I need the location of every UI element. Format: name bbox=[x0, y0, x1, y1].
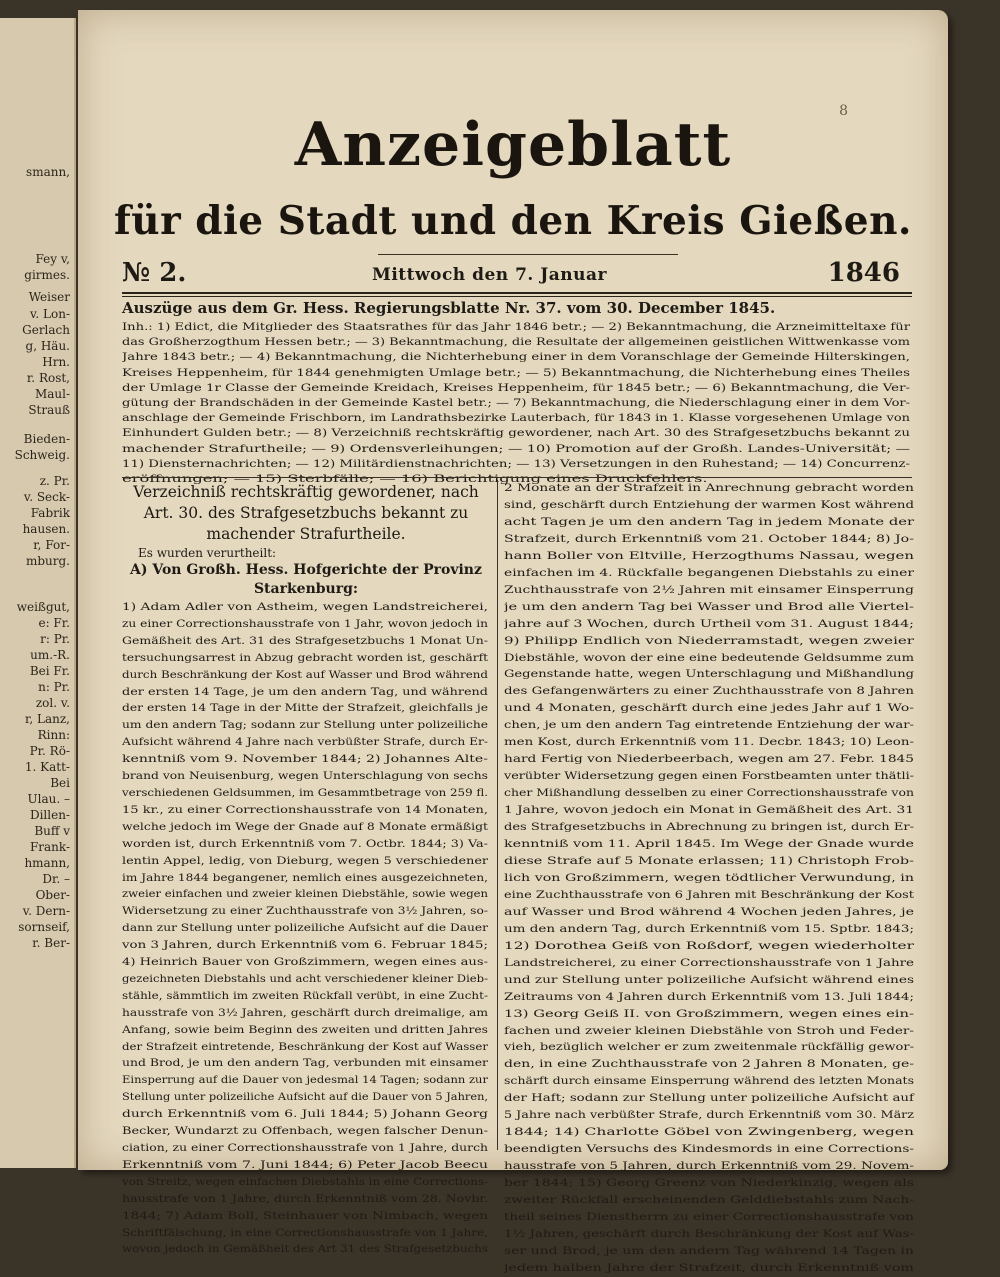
previous-page-text: Buff v bbox=[34, 824, 70, 838]
text-line: der Haft; sodann zur Stellung unter polizeiliche Aufsicht auf bbox=[504, 1092, 914, 1105]
previous-page-text: weißgut, bbox=[16, 600, 70, 614]
text-line: verschiedenen Geldsummen, im Gesammtbetrage von 259 fl. bbox=[122, 786, 488, 799]
text-line: Landstreicherei, zu einer Correctionshausstrafe von 1 Jahre bbox=[504, 956, 914, 969]
previous-page-text: r: Pr. bbox=[40, 632, 70, 646]
left-column bbox=[122, 482, 490, 1258]
previous-page-text: Ober- bbox=[35, 888, 70, 902]
text-line: stähle, sämmtlich im zweiten Rückfall verübt, in eine Zucht- bbox=[122, 989, 488, 1002]
previous-page-text: Fey v, bbox=[35, 252, 70, 266]
previous-page-text: e: Fr. bbox=[38, 616, 70, 630]
summary-line: gütung der Brandschäden in der Gemeinde Kastel betr.; — 7) Bekanntmachung, die Niederschlagung einer in dem Vor- bbox=[122, 398, 910, 410]
previous-page-edge bbox=[0, 18, 76, 1168]
text-line: ber 1844; 15) Georg Greenz von Niederkinzig, wegen als bbox=[504, 1177, 914, 1190]
issue-date: Mittwoch den 7. Januar bbox=[372, 265, 607, 285]
column-divider bbox=[497, 480, 498, 1150]
article-title bbox=[122, 482, 490, 545]
text-line: hausstrafe von 5 Jahren, durch Erkenntniß vom 29. Novem- bbox=[504, 1160, 914, 1173]
text-line: 5 Jahre nach verbüßter Strafe, durch Erkenntniß vom 30. März bbox=[504, 1109, 914, 1122]
text-line: auf Wasser und Brod während 4 Wochen jeden Jahres, je bbox=[504, 905, 914, 918]
previous-page-text: Fabrik bbox=[30, 506, 70, 520]
summary-line: Kreises Heppenheim, für 1844 genehmigten Umlage betr.; — 5) Bekanntmachung, die Nichterhebung eines Theiles bbox=[122, 367, 910, 379]
text-line: welche jedoch im Wege der Gnade auf 8 Monate ermäßigt bbox=[122, 820, 488, 833]
text-line: einfachen im 4. Rückfalle begangenen Diebstahls zu einer bbox=[504, 566, 914, 579]
previous-page-text: Strauß bbox=[28, 403, 70, 417]
text-line: 12) Dorothea Geiß von Roßdorf, wegen wiederholter bbox=[504, 939, 914, 952]
text-line: Zuchthausstrafe von 2½ Jahren mit einsamer Einsperrung bbox=[504, 583, 914, 596]
previous-page-text: Weiser bbox=[28, 290, 70, 304]
text-line: gezeichneten Diebstahls und acht verschiedener kleiner Dieb- bbox=[122, 972, 488, 985]
text-line: durch Beschränkung der Kost auf Wasser und Brod während bbox=[122, 668, 488, 681]
text-line: Anfang, sowie beim Beginn des zweiten und dritten Jahres bbox=[122, 1023, 488, 1036]
text-line: je um den andern Tag bei Wasser und Brod alle Viertel- bbox=[504, 600, 914, 613]
previous-page-text: um.-R. bbox=[30, 648, 70, 662]
text-line: jahre auf 3 Wochen, durch Urtheil vom 31. August 1844; bbox=[504, 617, 914, 630]
article-subheading: Es wurden verurtheilt: bbox=[138, 546, 277, 560]
previous-page-text: Maul- bbox=[34, 387, 70, 401]
summary-line: 11) Diensternachrichten; — 12) Militärdienstnachrichten; — 13) Versetzungen in den Ruhestand; — 14) Concurrenz- bbox=[122, 458, 910, 470]
summary-line: Einhundert Gulden betr.; — 8) Verzeichniß rechtskräftig gewordener, nach Art. 30 des Strafgesetzbuchs bekannt zu bbox=[122, 428, 910, 440]
previous-page-text: r. Ber- bbox=[32, 936, 70, 950]
previous-page-text: 1. Katt- bbox=[24, 760, 70, 774]
summary-line: eröffnungen; — 15) Sterbfälle; — 16) Berichtigung eines Druckfehlers. bbox=[122, 474, 708, 486]
article-body bbox=[122, 599, 490, 1258]
text-line: diese Strafe auf 5 Monate erlassen; 11) Christoph Frob- bbox=[504, 854, 914, 867]
summary-heading: Auszüge aus dem Gr. Hess. Regierungsblatte Nr. 37. vom 30. December 1845. bbox=[122, 299, 776, 317]
masthead-subtitle: für die Stadt und den Kreis Gießen. bbox=[113, 198, 913, 244]
text-line: Becker, Wundarzt zu Offenbach, wegen falscher Denun- bbox=[122, 1125, 488, 1138]
text-line: und 4 Monaten, geschärft durch eine jedes Jahr auf 1 Wo- bbox=[504, 702, 914, 715]
masthead-title: Anzeigeblatt bbox=[294, 110, 732, 180]
text-line: wovon jedoch in Gemäßheit des Art 31 des Strafgesetzbuchs bbox=[122, 1243, 488, 1256]
dateline bbox=[122, 258, 900, 288]
text-line: 15 kr., zu einer Correctionshausstrafe von 14 Monaten, bbox=[122, 803, 488, 816]
text-line: und zur Stellung unter polizeiliche Aufsicht während eines bbox=[504, 973, 914, 986]
court-heading-line: Starkenburg: bbox=[253, 581, 359, 597]
issue-number: № 2. bbox=[122, 258, 187, 288]
text-line: um den andern Tag, durch Erkenntniß vom 15. Sptbr. 1843; bbox=[504, 922, 914, 935]
summary-contents bbox=[122, 320, 912, 487]
text-line: dann zur Stellung unter polizeiliche Aufsicht auf die Dauer bbox=[122, 922, 488, 935]
text-line: 13) Georg Geiß II. von Großzimmern, wegen eines ein- bbox=[504, 1007, 914, 1020]
previous-page-text: r, For- bbox=[33, 538, 70, 552]
text-line: der ersten 14 Tage in der Mitte der Strafzeit, gleichfalls je bbox=[122, 702, 488, 715]
divider bbox=[378, 254, 678, 255]
summary-line: Inh.: 1) Edict, die Mitglieder des Staatsrathes für das Jahr 1846 betr.; — 2) Bekanntmachung, die Arzneimitteltaxe für bbox=[122, 322, 910, 333]
text-line: hausstrafe von 3½ Jahren, geschärft durch dreimalige, am bbox=[122, 1006, 488, 1019]
text-line: Schriftfälschung, in eine Correctionshausstrafe von 1 Jahre, bbox=[122, 1226, 488, 1239]
divider bbox=[122, 477, 912, 478]
previous-page-text: mburg. bbox=[25, 554, 70, 568]
previous-page-text: Gerlach bbox=[22, 323, 70, 337]
court-heading-line: A) Von Großh. Hess. Hofgerichte der Provinz bbox=[130, 562, 482, 578]
summary-line: Jahre 1843 betr.; — 4) Bekanntmachung, die Nichterhebung einer in dem Voranschlage der Gemeinde Hilterskingen, bbox=[122, 352, 910, 364]
previous-page-text: v. Dern- bbox=[22, 904, 70, 918]
text-line: verübter Widersetzung gegen einen Forstbeamten unter thätli- bbox=[504, 770, 914, 783]
summary-line: der Umlage 1r Classe der Gemeinde Kreidach, Kreises Heppenheim, für 1845 betr.; — 6) Bekanntmachung, die Ver- bbox=[122, 382, 910, 394]
text-line: Strafzeit, durch Erkenntniß vom 21. October 1844; 8) Jo- bbox=[504, 532, 914, 545]
previous-page-text: Schweig. bbox=[14, 448, 70, 462]
text-line: Zeitraums von 4 Jahren durch Erkenntniß vom 13. Juli 1844; bbox=[504, 990, 914, 1003]
text-line: hann Boller von Eltville, Herzogthums Nassau, wegen bbox=[504, 549, 914, 562]
previous-page-text: Frank- bbox=[29, 840, 70, 854]
text-line: cher Mißhandlung desselben zu einer Correctionshausstrafe von bbox=[504, 787, 914, 800]
text-line: worden ist, durch Erkenntniß vom 7. Octbr. 1844; 3) Va- bbox=[122, 837, 488, 850]
text-line: 1844; 7) Adam Boll, Steinhauer von Nimbach, wegen bbox=[122, 1209, 488, 1222]
previous-page-text: Bei Fr. bbox=[29, 664, 70, 678]
text-line: brand von Neuisenburg, wegen Unterschlagung von sechs bbox=[122, 770, 488, 783]
previous-page-text: v. Lon- bbox=[30, 307, 70, 321]
text-line: zweier einfachen und zweier kleinen Diebstähle, sowie wegen bbox=[122, 888, 488, 901]
previous-page-text: Dr. – bbox=[42, 872, 70, 886]
text-line: hard Fertig von Niederbeerbach, wegen am 27. Febr. 1845 bbox=[504, 753, 914, 766]
text-line: 1 Jahre, wovon jedoch ein Monat in Gemäßheit des Art. 31 bbox=[504, 804, 914, 817]
previous-page-text: Hrn. bbox=[42, 355, 70, 369]
previous-page-text: hausen. bbox=[22, 522, 70, 536]
text-line: zweiter Rückfall erscheinenden Gelddiebstahls zum Nach- bbox=[504, 1194, 914, 1207]
previous-page-text: sornseif, bbox=[18, 920, 70, 934]
text-line: lich von Großzimmern, wegen tödtlicher Verwundung, in bbox=[504, 871, 914, 884]
divider bbox=[122, 292, 912, 297]
text-line: sind, geschärft durch Entziehung der warmen Kost während bbox=[504, 498, 914, 511]
summary-line: das Großherzogthum Hessen betr.; — 3) Bekanntmachung, die Resultate der allgemeinen geistlichen Wittwenkasse vom bbox=[122, 337, 911, 349]
previous-page-text: zol. v. bbox=[35, 696, 70, 710]
previous-page-text: g, Häu. bbox=[25, 339, 70, 353]
text-line: 1½ Jahren, geschärft durch Beschränkung der Kost auf Was- bbox=[504, 1227, 914, 1240]
text-line: Stellung unter polizeiliche Aufsicht auf die Dauer von 5 Jahren, bbox=[122, 1091, 489, 1104]
page-number: 8 bbox=[839, 103, 848, 119]
previous-page-text: n: Pr. bbox=[38, 680, 70, 694]
previous-page-text: smann, bbox=[26, 165, 70, 179]
article-body bbox=[504, 480, 916, 1277]
text-line: acht Tagen je um den andern Tag in jedem Monate der bbox=[504, 515, 914, 528]
court-heading bbox=[122, 561, 490, 599]
text-line: fachen und zweier kleinen Diebstähle von Stroh und Feder- bbox=[504, 1024, 914, 1037]
summary-line: anschlage der Gemeinde Frischborn, im Landrathsbezirke Lauterbach, für 1843 in 1. Klasse vorgesehenen Umlage von bbox=[122, 413, 910, 425]
text-line: vieh, bezüglich welcher er zum zweitenmale rückfällig gewor- bbox=[504, 1041, 914, 1054]
newspaper-page bbox=[78, 10, 948, 1274]
text-line: kenntniß vom 9. November 1844; 2) Johannes Alte- bbox=[122, 753, 488, 766]
text-line: zu einer Correctionshausstrafe von 1 Jahr, wovon jedoch in bbox=[122, 617, 488, 630]
text-line: des Strafgesetzbuchs in Abrechnung zu bringen ist, durch Er- bbox=[504, 821, 914, 834]
text-line: chen, je um den andern Tag eintretende Entziehung der war- bbox=[504, 719, 914, 732]
previous-page-text: hmann, bbox=[24, 856, 70, 870]
text-line: ser und Brod, je um den andern Tag während 14 Tagen in bbox=[504, 1244, 914, 1257]
text-line: Widersetzung zu einer Zuchthausstrafe von 3½ Jahren, so- bbox=[122, 905, 488, 918]
text-line: hausstrafe von 1 Jahre, durch Erkenntniß vom 28. Novbr. bbox=[122, 1192, 488, 1205]
previous-page-text: Dillen- bbox=[29, 808, 70, 822]
text-line: 1) Adam Adler von Astheim, wegen Landstreicherei, bbox=[122, 601, 488, 613]
text-line: Aufsicht während 4 Jahre nach verbüßter Strafe, durch Er- bbox=[122, 736, 488, 749]
text-line: tersuchungsarrest in Abzug gebracht worden ist, geschärft bbox=[122, 651, 488, 664]
previous-page-text: Bei bbox=[50, 776, 70, 790]
article-title-line: Art. 30. des Strafgesetzbuchs bekannt zu bbox=[143, 504, 469, 522]
text-line: schärft durch einsame Einsperrung während des letzten Monats bbox=[504, 1075, 914, 1088]
previous-page-text: girmes. bbox=[24, 268, 70, 282]
previous-page-text: Rinn: bbox=[37, 728, 70, 742]
text-line: Gemäßheit des Art. 31 des Strafgesetzbuchs 1 Monat Un- bbox=[122, 634, 489, 647]
previous-page-text: z. Pr. bbox=[39, 474, 70, 488]
text-line: theil seines Dienstherrn zu einer Correctionshausstrafe von bbox=[504, 1210, 914, 1223]
article-title-line: Verzeichniß rechtskräftig gewordener, nach bbox=[133, 483, 479, 501]
text-line: eine Zuchthausstrafe von 6 Jahren mit Beschränkung der Kost bbox=[504, 888, 914, 901]
summary-line: machender Strafurtheile; — 9) Ordensverleihungen; — 10) Promotion auf der Großh. Landes-Universität; — bbox=[122, 443, 910, 455]
text-line: von 3 Jahren, durch Erkenntniß vom 6. Februar 1845; bbox=[122, 939, 488, 952]
previous-page-text: r, Lanz, bbox=[24, 712, 70, 726]
text-line: durch Erkenntniß vom 6. Juli 1844; 5) Johann Georg bbox=[122, 1108, 488, 1121]
text-line: der Strafzeit eintretende, Beschränkung der Kost auf Wasser bbox=[122, 1040, 488, 1053]
text-line: 1844; 14) Charlotte Göbel von Zwingenberg, wegen bbox=[504, 1126, 914, 1139]
text-line: Gegenstande hatte, wegen Unterschlagung und Mißhandlung bbox=[504, 668, 914, 681]
text-line: jedem halben Jahre der Strafzeit, durch Erkenntniß vom bbox=[504, 1261, 914, 1274]
text-line: beendigten Versuchs des Kindesmords in eine Corrections- bbox=[504, 1143, 914, 1156]
text-line: Einsperrung auf die Dauer von jedesmal 14 Tagen; sodann zur bbox=[122, 1074, 488, 1087]
text-line: den, in eine Zuchthausstrafe von 2 Jahren 8 Monaten, ge- bbox=[504, 1058, 914, 1071]
right-column bbox=[504, 480, 916, 1277]
previous-page-text: Bieden- bbox=[23, 432, 70, 446]
text-line: kenntniß vom 11. April 1845. Im Wege der Gnade wurde bbox=[504, 838, 914, 851]
previous-page-text: v. Seck- bbox=[23, 490, 70, 504]
article-title-line: machender Strafurtheile. bbox=[206, 525, 406, 543]
text-line: der ersten 14 Tage, je um den andern Tag, und während bbox=[122, 685, 488, 698]
text-line: 9) Philipp Endlich von Niederramstadt, wegen zweier bbox=[504, 634, 914, 647]
text-line: men Kost, durch Erkenntniß vom 11. Decbr. 1843; 10) Leon- bbox=[504, 736, 914, 749]
text-line: von Streitz, wegen einfachen Diebstahls in eine Corrections- bbox=[122, 1175, 488, 1188]
text-line: und Brod, je um den andern Tag, verbunden mit einsamer bbox=[122, 1057, 488, 1070]
issue-year: 1846 bbox=[827, 258, 900, 288]
previous-page-text: Ulau. – bbox=[27, 792, 70, 806]
text-line: Erkenntniß vom 7. Juni 1844; 6) Peter Jacob Beecu bbox=[122, 1158, 488, 1171]
previous-page-text: Pr. Rö- bbox=[29, 744, 70, 758]
text-line: 2 Monate an der Strafzeit in Anrechnung gebracht worden bbox=[504, 482, 914, 494]
text-line: um den andern Tag; sodann zur Stellung unter polizeiliche bbox=[122, 719, 488, 732]
text-line: Diebstähle, wovon der eine eine bedeutende Geldsumme zum bbox=[504, 651, 914, 664]
text-line: im Jahre 1844 begangener, nemlich eines ausgezeichneten, bbox=[122, 871, 488, 884]
text-line: 4) Heinrich Bauer von Großzimmern, wegen eines aus- bbox=[122, 956, 489, 969]
text-line: ciation, zu einer Correctionshausstrafe von 1 Jahre, durch bbox=[122, 1142, 488, 1154]
text-line: lentin Appel, ledig, von Dieburg, wegen 5 verschiedener bbox=[122, 854, 488, 867]
previous-page-text: r. Rost, bbox=[26, 371, 70, 385]
text-line: des Gefangenwärters zu einer Zuchthausstrafe von 8 Jahren bbox=[504, 685, 914, 698]
